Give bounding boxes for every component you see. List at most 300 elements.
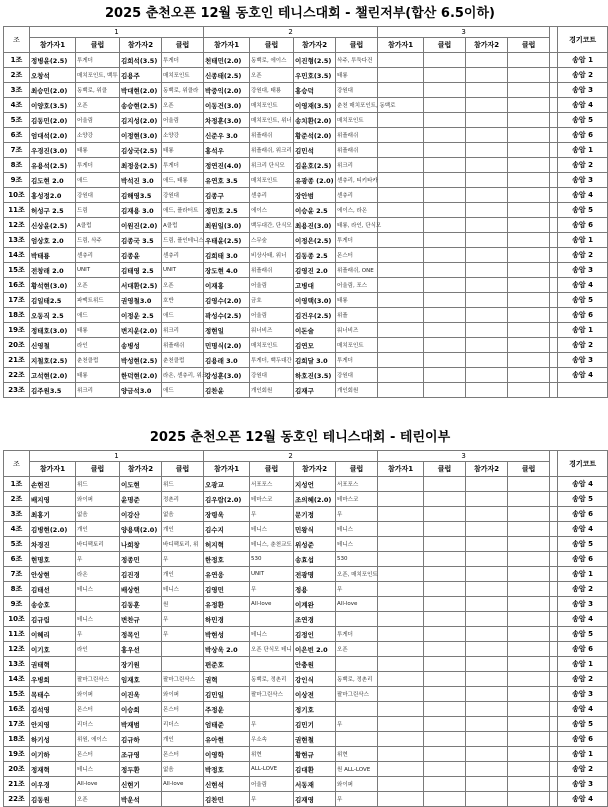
player2-club: 원 ALL-LOVE — [336, 762, 378, 777]
gap-cell — [550, 353, 558, 368]
player1-name: 최홍기 — [30, 507, 76, 522]
player2-name: 송치환(2.0) — [294, 113, 336, 128]
player2-name: 김진경 — [120, 567, 162, 582]
player1-club: 없음 — [76, 507, 120, 522]
player1-name — [378, 323, 424, 338]
player2-club — [508, 368, 550, 383]
player2-name: 변지운(2.0) — [120, 323, 162, 338]
player2-name — [466, 203, 508, 218]
group-number: 5조 — [4, 113, 30, 128]
player1-name: 차경진 — [30, 537, 76, 552]
player2-club — [508, 353, 550, 368]
court-assignment: 송암 3 — [558, 777, 608, 792]
player2-name: 김해영3.5 — [120, 188, 162, 203]
player1-name — [378, 173, 424, 188]
club-header: 클럽 — [76, 38, 120, 53]
player2-club: 위드 — [162, 477, 204, 492]
player2-club — [508, 53, 550, 68]
player2-club: 애드, 태룡 — [162, 173, 204, 188]
court-assignment: 송암 6 — [558, 218, 608, 233]
player2-name: 송효섭 — [294, 552, 336, 567]
group-number: 14조 — [4, 672, 30, 687]
table-row — [4, 627, 608, 642]
player2-name: 신현기 — [120, 777, 162, 792]
court-assignment: 송암 2 — [558, 248, 608, 263]
player1-club: 센츄리 — [76, 248, 120, 263]
player1-club: 위크리 — [76, 383, 120, 398]
player1-name: 천태민(2.0) — [204, 53, 250, 68]
player1-name — [378, 567, 424, 582]
player1-name: 하기성 — [30, 732, 76, 747]
player2-club: 없음 — [162, 762, 204, 777]
group-number: 13조 — [4, 233, 30, 248]
player2-name: 김태영 2.5 — [120, 263, 162, 278]
player2-name — [466, 263, 508, 278]
player1-name: 편준호 — [204, 657, 250, 672]
player2-name: 권영철3.0 — [120, 293, 162, 308]
player1-club: 라인 — [76, 338, 120, 353]
player2-club: 무 — [336, 507, 378, 522]
player1-club: 몬스터 — [76, 702, 120, 717]
player2-name — [466, 597, 508, 612]
player1-club: All-love — [76, 777, 120, 792]
player2-name — [466, 762, 508, 777]
player2-name — [466, 687, 508, 702]
player1-name: 최원일(3.0) — [204, 218, 250, 233]
player1-club: 투게더 — [76, 158, 120, 173]
player1-club: 태룡 — [76, 143, 120, 158]
player2-header: 참가자2 — [466, 462, 508, 477]
table-row — [4, 248, 608, 263]
player1-club: 우소속 — [250, 732, 294, 747]
player2-club: 무 — [336, 792, 378, 807]
player1-club — [424, 218, 466, 233]
group-number: 16조 — [4, 278, 30, 293]
player2-name: 유광종 (2.0) — [294, 173, 336, 188]
player2-name — [466, 552, 508, 567]
court-assignment: 송암 4 — [558, 792, 608, 807]
player1-club — [424, 98, 466, 113]
player2-name: 강인식 — [294, 672, 336, 687]
player1-club: 투게더 — [76, 53, 120, 68]
gap-cell — [550, 278, 558, 293]
player2-name: 지성언 — [294, 477, 336, 492]
player2-club — [162, 657, 204, 672]
player1-name: 강성훈(3.0) — [204, 368, 250, 383]
player2-club: 530 — [336, 552, 378, 567]
player2-name — [466, 98, 508, 113]
player1-club: 애드 — [76, 173, 120, 188]
gap-cell — [550, 642, 558, 657]
player2-name: 홍우선 — [120, 642, 162, 657]
group-number: 9조 — [4, 597, 30, 612]
court-assignment: 송암 2 — [558, 158, 608, 173]
player2-club: All-love — [336, 597, 378, 612]
player1-club: 위현 — [250, 747, 294, 762]
player2-club: UNIT — [162, 263, 204, 278]
player2-name — [466, 777, 508, 792]
player2-club — [508, 173, 550, 188]
player2-club: 위크리 — [162, 323, 204, 338]
player2-name: 이원진(2.0) — [120, 218, 162, 233]
player2-club — [508, 717, 550, 732]
player1-name: 송승호 — [30, 597, 76, 612]
player2-name: 김동종 2.5 — [294, 248, 336, 263]
player1-club: 몬스터 — [76, 747, 120, 762]
player1-club: 테니스, 춘천교도 — [250, 537, 294, 552]
player1-name — [378, 113, 424, 128]
table-row — [4, 98, 608, 113]
gap-cell — [550, 338, 558, 353]
player1-name: 김규림 — [30, 612, 76, 627]
player1-name: 지철호(2.5) — [30, 353, 76, 368]
court-assignment: 송암 5 — [558, 627, 608, 642]
player2-name: 김재용 3.0 — [120, 203, 162, 218]
player2-name — [466, 657, 508, 672]
court-assignment: 송암 5 — [558, 492, 608, 507]
court-assignment: 송암 4 — [558, 278, 608, 293]
player1-name — [378, 308, 424, 323]
player1-name: 김용래 3.0 — [204, 353, 250, 368]
player1-name: 목태수 — [30, 687, 76, 702]
gap-cell — [550, 657, 558, 672]
player2-name: 이진욱 — [120, 687, 162, 702]
player1-club: 어울림 — [76, 113, 120, 128]
player2-name — [466, 747, 508, 762]
player1-name — [378, 537, 424, 552]
player1-name: 김일태2.5 — [30, 293, 76, 308]
player1-name: 김찬윤 — [204, 383, 250, 398]
player2-name — [466, 537, 508, 552]
player1-club: 금호 — [250, 293, 294, 308]
player2-club: 오픈, 매치포인트 — [336, 567, 378, 582]
player1-club — [424, 732, 466, 747]
player2-club: 와이퍼 — [162, 687, 204, 702]
group-number: 19조 — [4, 323, 30, 338]
player1-name — [378, 582, 424, 597]
player2-club: 투게더 — [162, 158, 204, 173]
player1-name: 허지혁 — [204, 537, 250, 552]
court-assignment: 송암 5 — [558, 293, 608, 308]
player2-club: 투게더 — [336, 233, 378, 248]
player1-name: 유연호 3.5 — [204, 173, 250, 188]
table-row — [4, 717, 608, 732]
player2-name: 양용택(2.0) — [120, 522, 162, 537]
group-number: 9조 — [4, 173, 30, 188]
table-row — [4, 762, 608, 777]
table-row — [4, 173, 608, 188]
player2-club — [508, 777, 550, 792]
player1-name: 박중익(2.0) — [204, 83, 250, 98]
player2-club — [508, 792, 550, 807]
player1-name: 김종구 — [204, 188, 250, 203]
group-number: 11조 — [4, 203, 30, 218]
player1-club — [424, 263, 466, 278]
player1-name — [378, 293, 424, 308]
player2-name: 문기정 — [294, 507, 336, 522]
player1-name — [378, 792, 424, 807]
player1-name — [378, 53, 424, 68]
player2-club: 개인 — [162, 732, 204, 747]
player1-club: 태룡 — [76, 323, 120, 338]
player2-name: 김지성(2.0) — [120, 113, 162, 128]
player1-club — [424, 173, 466, 188]
player1-name — [378, 597, 424, 612]
player2-name: 송병성 — [120, 338, 162, 353]
player2-name: 김희달 3.0 — [294, 353, 336, 368]
player2-club: 무 — [336, 582, 378, 597]
player1-club: 위드 — [76, 477, 120, 492]
player2-club: 테니스 — [162, 582, 204, 597]
player2-name: 김윤호(2.5) — [294, 158, 336, 173]
club-header: 클럽 — [250, 462, 294, 477]
player1-club: 소양강 — [76, 128, 120, 143]
player2-club: 테니스 — [336, 537, 378, 552]
player2-club: 팔마그린삭스 — [336, 687, 378, 702]
draw-table-body — [4, 477, 608, 807]
player2-club — [336, 657, 378, 672]
court-header: 경기코트 — [558, 27, 608, 53]
gap-cell — [550, 522, 558, 537]
player1-name: 박상욱 2.0 — [204, 642, 250, 657]
player2-club: 춘천클럽 — [162, 353, 204, 368]
player1-club: 팔마그린삭스 — [76, 672, 120, 687]
table-row — [4, 477, 608, 492]
player2-name: 정두환 — [120, 762, 162, 777]
group-number: 2조 — [4, 68, 30, 83]
player1-name — [378, 83, 424, 98]
player2-club: 오픈 — [162, 98, 204, 113]
player1-club — [424, 248, 466, 263]
player1-name: 정현일 — [204, 323, 250, 338]
sheet-title: 2025 춘천오픈 12월 동호인 테니스대회 - 챌린저부(합산 6.5이하) — [105, 6, 495, 21]
player2-name — [466, 383, 508, 398]
player1-name: 박태룡 — [30, 248, 76, 263]
player2-name — [466, 522, 508, 537]
gap-cell — [550, 68, 558, 83]
gap-cell — [550, 762, 558, 777]
table-row — [4, 597, 608, 612]
player2-name: 권현철 — [294, 732, 336, 747]
player1-name — [378, 368, 424, 383]
player2-club: 몬스터 — [162, 702, 204, 717]
gap-cell — [550, 158, 558, 173]
player2-name — [466, 323, 508, 338]
player2-name — [466, 492, 508, 507]
player2-name: 김종국 3.5 — [120, 233, 162, 248]
player2-name: 김규하 — [120, 732, 162, 747]
court-assignment: 송암 2 — [558, 338, 608, 353]
player2-name — [466, 293, 508, 308]
player1-name — [378, 492, 424, 507]
player2-club — [508, 293, 550, 308]
player2-name: 정목인 — [120, 627, 162, 642]
gap-cell — [550, 308, 558, 323]
player1-name: 권태혁 — [30, 657, 76, 672]
player2-header: 참가자2 — [466, 38, 508, 53]
player1-name: 이혜리 — [30, 627, 76, 642]
player2-club — [508, 492, 550, 507]
player2-name — [466, 188, 508, 203]
group-number: 8조 — [4, 158, 30, 173]
player2-club: 센츄리 — [336, 188, 378, 203]
player1-club — [424, 53, 466, 68]
player2-club — [336, 732, 378, 747]
player1-header: 참가자1 — [378, 462, 424, 477]
player1-club: 530 — [250, 552, 294, 567]
jo-header: 조 — [4, 27, 30, 53]
table-row — [4, 188, 608, 203]
player1-club: 라온 — [76, 567, 120, 582]
player2-name: 임재호 — [120, 672, 162, 687]
player2-club: 정촌리 — [162, 492, 204, 507]
player2-club — [508, 113, 550, 128]
player2-name — [466, 68, 508, 83]
group-number: 17조 — [4, 717, 30, 732]
player1-name — [378, 672, 424, 687]
table-row — [4, 507, 608, 522]
player1-name: 김태선 — [30, 582, 76, 597]
player1-club — [76, 597, 120, 612]
player2-name: 최정웅(2.5) — [120, 158, 162, 173]
player2-name: 이영재(3.5) — [294, 98, 336, 113]
player1-club: 오픈 — [76, 278, 120, 293]
player1-name — [378, 278, 424, 293]
court-assignment: 송암 6 — [558, 308, 608, 323]
player2-name: 조규영 — [120, 747, 162, 762]
player2-club: A클럽 — [162, 218, 204, 233]
player2-club — [508, 143, 550, 158]
player2-name: 나희창 — [120, 537, 162, 552]
player1-name: 김민일 — [204, 687, 250, 702]
gap-cell — [550, 492, 558, 507]
table-row — [4, 128, 608, 143]
player1-club — [424, 567, 466, 582]
player2-name: 전광명 — [294, 567, 336, 582]
player2-club — [508, 158, 550, 173]
player2-club: 동백로, 정촌리 — [336, 672, 378, 687]
court-assignment: 송암 1 — [558, 53, 608, 68]
player2-name: 정용 — [294, 582, 336, 597]
court-assignment: 송암 4 — [558, 98, 608, 113]
player2-name: 장안범 — [294, 188, 336, 203]
player1-club: 무 — [76, 552, 120, 567]
table-row — [4, 68, 608, 83]
group-number: 4조 — [4, 522, 30, 537]
player1-name: 김동원 — [30, 792, 76, 807]
player2-name — [466, 158, 508, 173]
group-number: 7조 — [4, 143, 30, 158]
player2-name — [466, 233, 508, 248]
player2-club: 위플 — [336, 308, 378, 323]
gap-cell — [550, 248, 558, 263]
player2-name — [466, 792, 508, 807]
player2-name — [466, 642, 508, 657]
player1-club: 테니스 — [250, 522, 294, 537]
player1-name: 이양호(3.5) — [30, 98, 76, 113]
player1-club: 위플래쉬, 위크리 — [250, 143, 294, 158]
player1-name: 권혁 — [204, 672, 250, 687]
player1-name — [378, 717, 424, 732]
player2-club — [508, 383, 550, 398]
gap-cell — [550, 83, 558, 98]
player1-club — [424, 143, 466, 158]
player2-club — [336, 612, 378, 627]
player2-club: 무 — [162, 552, 204, 567]
player1-club — [424, 278, 466, 293]
player1-header: 참가자1 — [30, 462, 76, 477]
player1-name: 이재홍 — [204, 278, 250, 293]
player2-club: 개인 — [162, 567, 204, 582]
player1-name: 주정운 — [204, 702, 250, 717]
player1-club — [250, 612, 294, 627]
player2-header: 참가자2 — [294, 38, 336, 53]
player2-club: 애드, 플라터트 — [162, 203, 204, 218]
player1-name: 고석현(2.0) — [30, 368, 76, 383]
player1-name: 이기호 — [30, 642, 76, 657]
player1-name: 황석현(3.0) — [30, 278, 76, 293]
player1-name: 이영학 — [204, 747, 250, 762]
player2-name: 김민기 — [294, 717, 336, 732]
player2-name — [466, 477, 508, 492]
table-row — [4, 522, 608, 537]
table-row — [4, 537, 608, 552]
player2-club — [508, 552, 550, 567]
player2-club — [508, 507, 550, 522]
table-row — [4, 158, 608, 173]
player2-name — [466, 627, 508, 642]
player2-club: 오픈 — [162, 278, 204, 293]
player1-club: 위플래쉬 — [250, 128, 294, 143]
table-row — [4, 747, 608, 762]
player1-name: 현명호 — [30, 552, 76, 567]
gap-cell — [550, 218, 558, 233]
player1-club: 매치포인트, 위너 — [250, 113, 294, 128]
player2-name: 양금석3.0 — [120, 383, 162, 398]
gap-cell — [550, 323, 558, 338]
player2-club — [508, 732, 550, 747]
player1-club: 비상사태, 위너 — [250, 248, 294, 263]
player2-club: 몬스터 — [162, 747, 204, 762]
player2-name: 우민호(3.5) — [294, 68, 336, 83]
player1-club — [424, 383, 466, 398]
player1-name: 전창래 2.0 — [30, 263, 76, 278]
player1-name: 손현진 — [30, 477, 76, 492]
gap-cell — [550, 477, 558, 492]
group-number: 22조 — [4, 792, 30, 807]
player2-club — [508, 188, 550, 203]
player2-club: 태룡 — [162, 143, 204, 158]
player1-club: 테니스 — [76, 582, 120, 597]
group-number: 13조 — [4, 657, 30, 672]
player1-name — [378, 248, 424, 263]
player2-club: 무 — [162, 627, 204, 642]
player2-name — [466, 173, 508, 188]
player1-name: 김희태 3.0 — [204, 248, 250, 263]
court-assignment: 송암 3 — [558, 597, 608, 612]
player1-club: 와이퍼 — [76, 492, 120, 507]
player2-header: 참가자2 — [120, 462, 162, 477]
player1-name — [378, 702, 424, 717]
player2-club — [508, 128, 550, 143]
player1-club — [424, 158, 466, 173]
gap-cell — [550, 188, 558, 203]
table-row — [4, 233, 608, 248]
group-number: 6조 — [4, 552, 30, 567]
player1-name — [378, 477, 424, 492]
court-assignment: 송암 1 — [558, 747, 608, 762]
player1-club: 동백로, 에이스 — [250, 53, 294, 68]
